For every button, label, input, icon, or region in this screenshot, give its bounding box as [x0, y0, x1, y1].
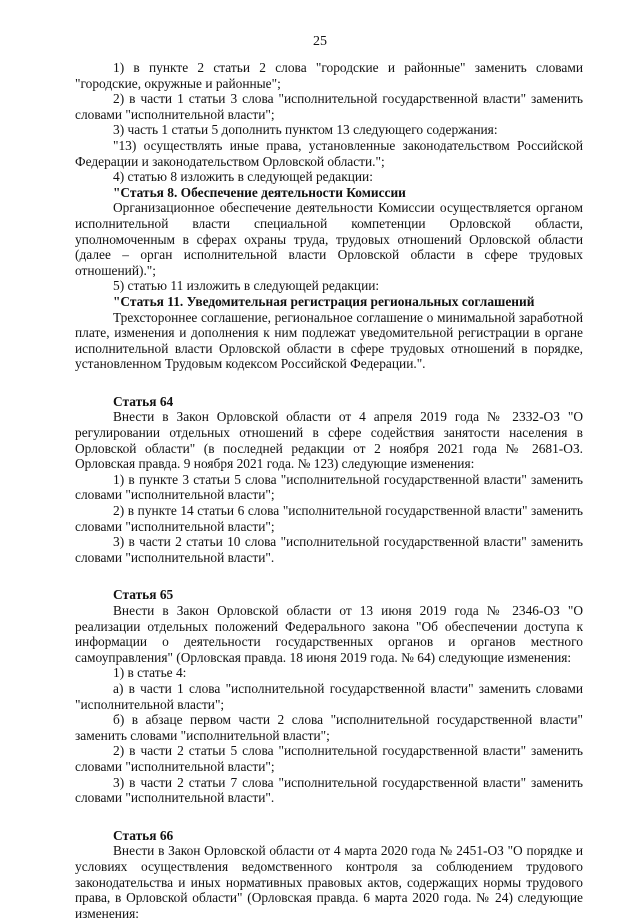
- paragraph: 5) статью 11 изложить в следующей редакции:: [113, 278, 380, 294]
- paragraph: Внести в Закон Орловской области от 4 марта 2020 года № 2451-ОЗ "О порядке и условиях осуществления ведомственного контроля за соблюдением трудового законодательства и иных нормативных правовых актов, содержащих нормы трудового права, в Орловской области" (Орловская правда. 6 марта 2020 года. № 24) следующие изменения:: [75, 843, 583, 921]
- paragraph: б) в абзаце первом части 2 слова "исполнительной государственной власти" заменить словами "исполнительной власти";: [75, 712, 583, 743]
- paragraph: 1) в пункте 3 статьи 5 слова "исполнительной государственной власти" заменить словами "исполнительной власти";: [75, 471, 583, 503]
- paragraph: 1) в пункте 2 статьи 2 слова "городские и районные" заменить словами "городские, окружные и районные";: [75, 60, 583, 91]
- paragraph: Внести в Закон Орловской области от 4 апреля 2019 года № 2332-ОЗ "О регулировании отдельных отношений в сфере содействия занятости населения в Орловской области" (в последней редакции от 2 ноября 2021 года № 2681-ОЗ. Орловская правда. 9 ноября 2021 года. № 123) следующие изменения:: [75, 409, 583, 472]
- paragraph: 3) в части 2 статьи 10 слова "исполнительной государственной власти" заменить словами "исполнительной власти".: [75, 534, 583, 565]
- article-heading: "Статья 8. Обеспечение деятельности Комиссии: [113, 184, 406, 200]
- paragraph: а) в части 1 слова "исполнительной государственной власти" заменить словами "исполнительной власти";: [75, 680, 583, 712]
- paragraph: Внести в Закон Орловской области от 13 июня 2019 года № 2346-ОЗ "О реализации отдельных положений Федерального закона "Об обеспечении доступа к информации о деятельности государственных органов и органов местного самоуправления" (Орловская правда. 18 июня 2019 года. № 64) следующие изменения:: [75, 603, 583, 665]
- paragraph: 2) в пункте 14 статьи 6 слова "исполнительной государственной власти" заменить словами "исполнительной власти";: [75, 503, 583, 534]
- article-65-heading: Статья 65: [113, 587, 174, 603]
- page-number: 25: [313, 34, 327, 49]
- article-64-heading: Статья 64: [113, 393, 174, 409]
- article-heading: "Статья 11. Уведомительная регистрация региональных соглашений: [113, 293, 535, 309]
- document-body: [75, 60, 583, 921]
- paragraph: 4) статью 8 изложить в следующей редакции:: [113, 169, 373, 185]
- paragraph: 3) часть 1 статьи 5 дополнить пунктом 13 следующего содержания:: [113, 122, 498, 138]
- paragraph: 1) в статье 4:: [113, 665, 187, 681]
- paragraph: 3) в части 2 статьи 7 слова "исполнительной государственной власти" заменить словами "исполнительной власти".: [75, 774, 583, 806]
- paragraph: 2) в части 2 статьи 5 слова "исполнительной государственной власти" заменить словами "исполнительной власти";: [75, 743, 583, 774]
- article-66-heading: Статья 66: [113, 827, 174, 843]
- paragraph: Трехстороннее соглашение, региональное соглашение о минимальной заработной плате, изменения и дополнения к ним подлежат уведомительной регистрации в органе исполнительной власти Орловской области в сфере трудовых отношений в порядке, установленном Трудовым кодексом Российской Федерации.".: [75, 309, 583, 372]
- paragraph: Организационное обеспечение деятельности Комиссии осуществляется органом исполнительной власти специальной компетенции Орловской области, уполномоченным в сферах охраны труда, трудовых отношений Орловской области (далее – орган исполнительной власти Орловской области в сфере трудовых отношений).";: [75, 200, 583, 278]
- paragraph: "13) осуществлять иные права, установленные законодательством Российской Федерации и законодательством Орловской области.";: [75, 137, 583, 169]
- paragraph: 2) в части 1 статьи 3 слова "исполнительной государственной власти" заменить словами "исполнительной власти";: [75, 91, 583, 122]
